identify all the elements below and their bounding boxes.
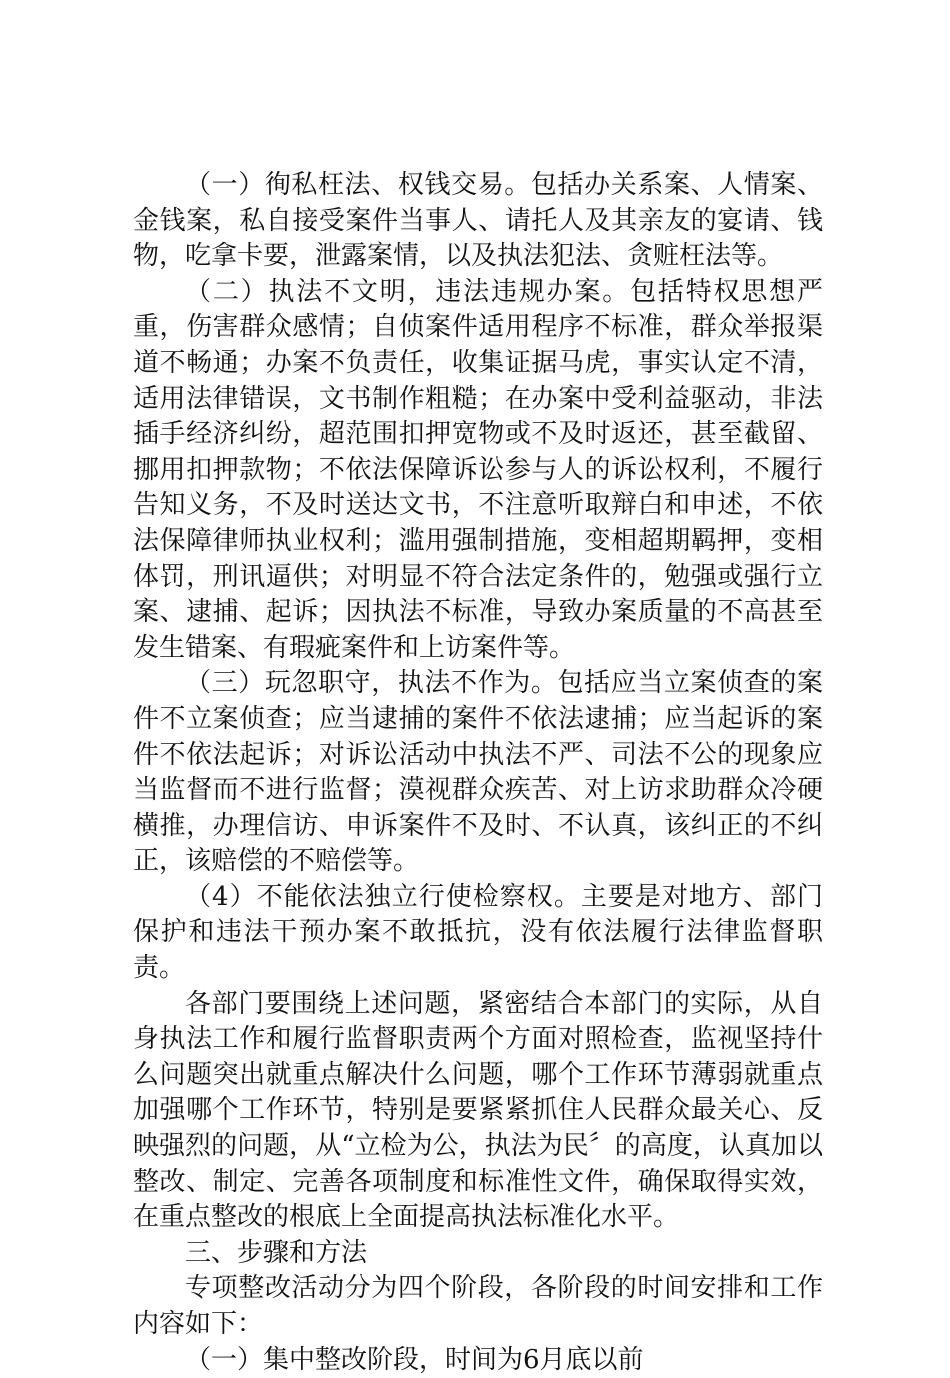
paragraph-four-stages: 专项整改活动分为四个阶段，各阶段的时间安排和工作内容如下： — [133, 1273, 823, 1339]
paragraph-department-requirements: 各部门要围绕上述问题，紧密结合本部门的实际，从自身执法工作和履行监督职责两个方面对照检查，监视坚持什么问题突出就重点解决什么问题，哪个工作环节薄弱就重点加强哪个工作环节，特别是要紧紧抓住人民群众最关心、反映强烈的问题，从“立检为公，执法为民〞的高度，认真加以整改、制定、完善各项制度和标准性文件，确保取得实效，在重点整改的根底上全面提高执法标准化水平。 — [133, 988, 823, 1233]
paragraph-stage-one: （一）集中整改阶段，时间为6月底以前 — [185, 1344, 644, 1375]
section-heading-steps-methods: 三、步骤和方法 — [185, 1237, 368, 1268]
paragraph-dereliction-of-duty: （三）玩忽职守，执法不作为。包括应当立案侦查的案件不立案侦查；应当逮捕的案件不依法逮捕；应当起诉的案件不依法起诉；对诉讼活动中执法不严、司法不公的现象应当监督而不进行监督；漠视群众疾苦、对上访求助群众冷硬横推，办理信访、申诉案件不及时、不认真，该纠正的不纠正，该赔偿的不赔偿等。 — [133, 668, 823, 877]
paragraph-bending-law: （一）徇私枉法、权钱交易。包括办关系案、人情案、金钱案，私自接受案件当事人、请托人及其亲友的宴请、钱物，吃拿卡要，泄露案情，以及执法犯法、贪赃枉法等。 — [133, 170, 823, 272]
paragraph-uncivil-enforcement: （二）执法不文明，违法违规办案。包括特权思想严重，伤害群众感情；自侦案件适用程序不标准，群众举报渠道不畅通；办案不负责任，收集证据马虎，事实认定不清，适用法律错误，文书制作粗糙；在办案中受利益驱动，非法插手经济纠纷，超范围扣押宽物或不及时返还，甚至截留、挪用扣押款物；不依法保障诉讼参与人的诉讼权利，不履行告知义务，不及时送达文书，不注意听取辩白和申述，不依法保障律师执业权利；滥用强制措施，变相超期羁押，变相体罚，刑讯逼供；对明显不符合法定条件的，勉强或强行立案、逮捕、起诉；因执法不标准，导致办案质量的不高甚至发生错案、有瑕疵案件和上访案件等。 — [133, 276, 823, 663]
document-body — [133, 168, 823, 1378]
paragraph-independent-prosecution: （4）不能依法独立行使检察权。主要是对地方、部门保护和违法干预办案不敢抵抗，没有依法履行法律监督职责。 — [133, 881, 823, 984]
